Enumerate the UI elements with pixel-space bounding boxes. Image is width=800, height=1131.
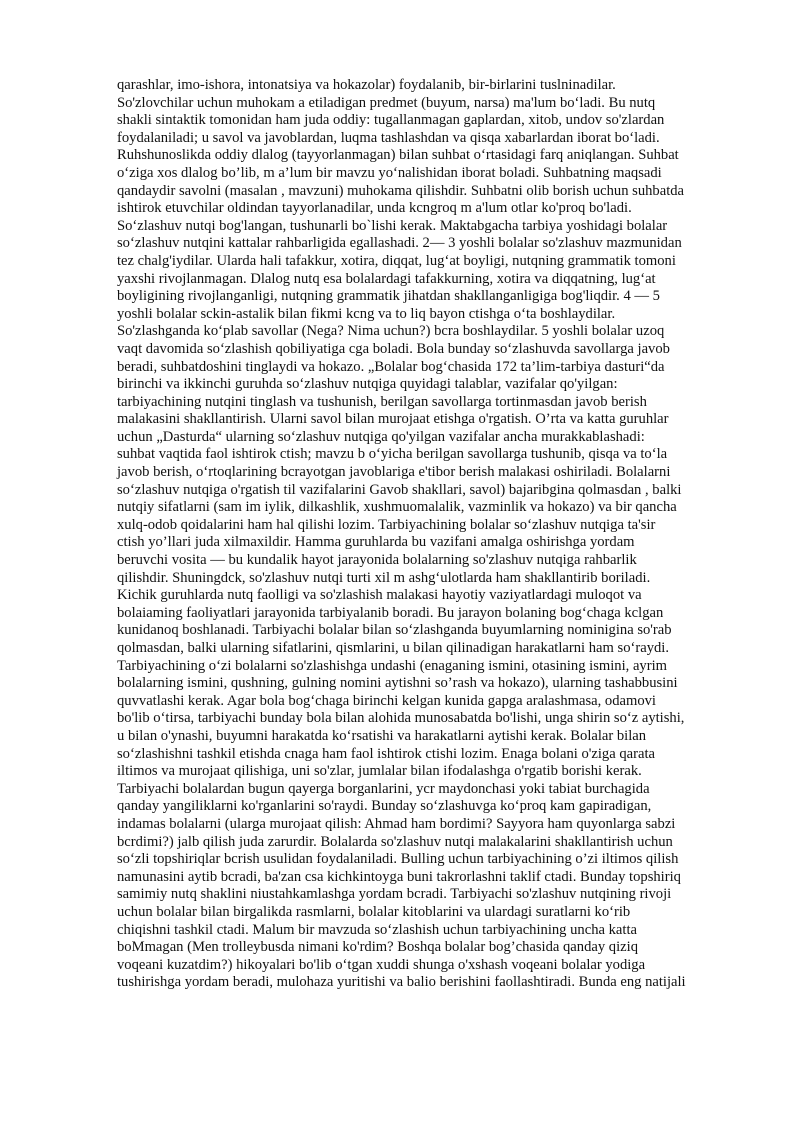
text-line: yoshli bolalar sckin-astalik bilan fikmi kcng va to liq bayon ctishga o‘ta boshlaydilar. — [117, 305, 616, 322]
text-line: Ruhshunoslikda oddiy dlalog (tayyorlanmagan) bilan suhbat o‘rtasidagi farq aniqlangan. Suhbat — [117, 147, 679, 164]
text-line: qandaydir savolni (masalan , mavzuni) muhokama qilishdir. Suhbatni olib borish uchun suhbatda — [117, 182, 685, 199]
text-line: vaqt davomida so‘zlashish qobiliyatiga cga boladi. Bola bunday so‘zlashuvda savollarga javob — [117, 340, 670, 357]
text-line: bcrdimi?) jalb qilish juda zarurdir. Bolalarda so'zlashuv nutqi malakalarini shakllantirish uchun — [117, 833, 673, 850]
text-line: foydalaniladi; u savol va javoblardan, luqma tashlashdan va qisqa xabarlardan iborat bo‘ladi. — [117, 129, 660, 146]
text-line: So'zlovchilar uchun muhokam a etiladigan predmet (buyum, narsa) ma'lum bo‘ladi. Bu nutq — [117, 94, 656, 111]
text-line: Tarbiyachining o‘zi bolalarni so'zlashishga undashi (enaganing ismini, otasining ismini, ayrim — [117, 657, 667, 674]
text-line: so‘zli topshiriqlar bcrish usulidan foydalaniladi. Bulling uchun tarbiyachining o’zi iltimos qilish — [117, 851, 679, 868]
text-line: qolmasdan, balki ularning sifatlarini, qismlarini, u bilan qilinadigan harakatlarni ham so‘raydi. — [117, 640, 669, 656]
text-line: uchun bolalar bilan birgalikda rasmlarni, bolalar kitoblarini va ulardagi suratlarni ko‘rib — [117, 903, 631, 920]
text-line: javob berish, o‘rtoqlarining bcrayotgan javoblariga e'tibor berish malakasi oshiriladi. Bolalarni — [117, 464, 671, 481]
text-line: suhbat vaqtida faol ishtirok ctish; mavzu b o‘yicha berilgan savollarga tushunib, qisqa va to‘la — [117, 446, 668, 463]
text-line: tushirishga yordam beradi, mulohaza yuritishi va balio berishini faollashtiradi. Bunda eng natijali — [117, 974, 686, 991]
text-line: u bilan o'ynashi, buyumni harakatda ko‘rsatishi va harakatlarni aytishi kerak. Bolalar bilan — [117, 727, 647, 744]
text-line: ctish yo’llari juda xilmaxildir. Hamma guruhlarda bu vazifani amalga oshirishga yordam — [117, 534, 635, 551]
text-line: qilishdir. Shuningdck, so'zlashuv nutqi turti xil m ashg‘ulotlarda ham shakllantirib boriladi. — [117, 569, 651, 586]
text-line: tez chalg'iydilar. Ularda hali tafakkur, xotira, diqqat, lug‘at boyligi, nutqning grammatik tomoni — [117, 252, 676, 269]
document-body-text — [117, 77, 747, 992]
text-line: birinchi va ikkinchi guruhda so‘zlashuv nutqiga quyidagi talablar, vazifalar qo'yilgan: — [117, 376, 618, 393]
text-line: samimiy nutq shaklini niustahkamlashga yordam bcradi. Tarbiyachi so'zlashuv nutqining rivoji — [117, 886, 672, 903]
text-line: chiqishni tashkil ctadi. Malum bir mavzuda so‘zlashish uchun tarbiyachining uncha katta — [117, 921, 637, 938]
text-line: so‘zlashishni tashkil etishda cnaga ham faol ishtirok ctishi lozim. Enaga bolani o'ziga qarata — [117, 745, 655, 762]
text-line: ishtirok etuvchilar oldindan tayyorlanadilar, unda kcngroq m a'lum otlar ko'proq bo'ladi. — [117, 200, 632, 217]
text-line: Tarbiyachi bolalardan bugun qayerga borganlarini, ycr maydonchasi yoki tabiat burchagida — [117, 780, 650, 797]
text-line: malakasini shakllantirish. Ularni savol bilan murojaat etishga o'rgatish. O’rta va katta guruhlar — [117, 411, 669, 428]
text-line: yaxshi rivojlanmagan. Dlalog nutq esa bolalardagi tafakkurning, xotira va diqqatning, lug‘at — [117, 270, 656, 287]
text-line: So'zlashganda ko‘plab savollar (Nega? Nima uchun?) bcra boshlaydilar. 5 yoshli bolalar uzoq — [117, 323, 665, 340]
text-line: So‘zlashuv nutqi bog'langan, tushunarli bo`lishi kerak. Maktabgacha tarbiya yoshidagi bolalar — [117, 217, 668, 234]
text-line: quvvatlashi kerak. Agar bola bog‘chaga birinchi kelgan kunida gapga aralashmasa, odamovi — [117, 692, 656, 709]
text-line: shakli sintaktik tomonidan ham juda oddiy: tugallanmagan gaplardan, xitob, undov so'zlardan — [117, 112, 665, 129]
text-line: indamas bolalarni (ularga murojaat qilish: Ahmad ham bordimi? Sayyora ham quyonlarga sabzi — [117, 815, 676, 832]
text-line: qarashlar, imo-ishora, intonatsiya va hokazolar) foydalanib, bir-birlarini tuslninadilar. — [117, 77, 616, 93]
text-line: beradi, suhbatdoshini tinglaydi va hokazo. „Bolalar bog‘chasida 172 ta’lim-tarbiya dasturi“da — [117, 358, 665, 375]
text-line: xulq-odob qoidalarini ham hal qilishi lozim. Tarbiyachining bolalar so‘zlashuv nutqiga ta'sir — [117, 516, 656, 533]
text-line: boMmagan (Men trolleybusda nimani ko'rdim? Boshqa bolalar bog’chasida qanday qiziq — [117, 939, 638, 956]
document-page — [117, 77, 747, 992]
text-line: voqeani kuzatdim?) hikoyalari bo'lib o‘tgan xuddi shunga o'xshash voqeani bolalar yodiga — [117, 956, 646, 973]
text-line: iltimos va murojaat qilishiga, uni so'zlar, jumlalar bilan ifodalashga o'rgatib borishi kerak. — [117, 763, 642, 780]
text-line: Kichik guruhlarda nutq faolligi va so'zlashish malakasi hayotiy vaziyatlardagi muloqot va — [117, 587, 642, 604]
text-line: o‘ziga xos dlalog bo’lib, m a’lum bir mavzu yo‘nalishidan iborat boladi. Suhbatning maqsadi — [117, 164, 662, 181]
text-line: namunasini aytib bcradi, ba'zan csa kichkintoyga buni takrorlashni taklif ctadi. Bunday topshiriq — [117, 868, 681, 885]
text-line: bolalarning ismini, qushning, gulning nomini aytishni so’rash va hokazo), ularning tashabbusini — [117, 675, 678, 692]
text-line: beruvchi vosita — bu kundalik hayot jarayonida bolalarning so'zlashuv nutqiga rahbarlik — [117, 552, 637, 569]
text-line: bolaiaming faoliyatlari jarayonida tarbiyalanib boradi. Bu jarayon bolaning bog‘chaga kclgan — [117, 604, 664, 621]
text-line: boyligining rivojlanganligi, nutqning grammatik jihatdan shakllanganligiga bog'liqdir. 4 — 5 — [117, 288, 660, 305]
text-line: so‘zlashuv nutqini kattalar rahbarligida egallashadi. 2— 3 yoshli bolalar so'zlashuv mazmunidan — [117, 235, 682, 252]
text-line: nutqiy sifatlarni (sam im iylik, dilkashlik, xushmuomalalik, vazminlik va hokazo) va bir qancha — [117, 499, 677, 516]
text-line: so‘zlashuv nutqiga o'rgatish til vazifalarini Gavob shakllari, savol) bajaribgina qolmasdan , balki — [117, 481, 682, 498]
text-line: uchun „Dasturda“ ularning so‘zlashuv nutqiga qo'yilgan vazifalar ancha murakkablashadi: — [117, 428, 645, 445]
text-line: kunidanoq boshlanadi. Tarbiyachi bolalar bilan so‘zlashganda buyumlarning nominigina so'rab — [117, 622, 672, 639]
text-line: tarbiyachining nutqini tinglash va tushunish, berilgan savollarga tortinmasdan javob berish — [117, 393, 647, 410]
text-line: bo'lib o‘tirsa, tarbiyachi bunday bola bilan alohida munosabatda bo'lishi, unga shirin so‘z aytishi, — [117, 710, 685, 727]
text-line: qanday yangiliklarni ko'rganlarini so'raydi. Bunday so‘zlashuvga ko‘proq kam gapiradigan, — [117, 798, 652, 815]
